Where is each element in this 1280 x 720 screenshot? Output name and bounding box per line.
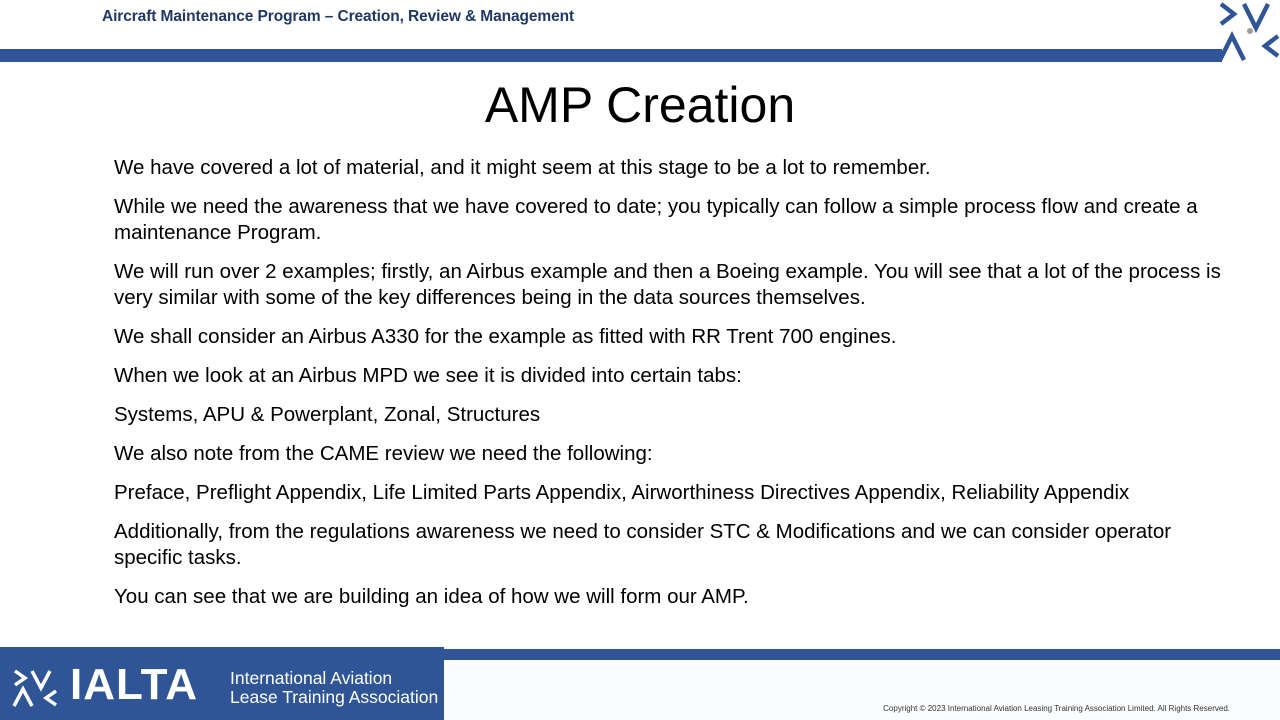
ialta-mark-icon — [1218, 0, 1280, 62]
header-title: Aircraft Maintenance Program – Creation, Review & Management — [102, 8, 575, 25]
body-paragraph: We have covered a lot of material, and it might seem at this stage to be a lot to remember. — [114, 156, 931, 179]
footer-tagline — [230, 669, 438, 707]
header-bar — [0, 49, 1222, 62]
body-paragraph: Additionally, from the regulations awareness we need to consider STC & Modifications and we can consider operator specific tasks. — [114, 520, 1172, 569]
body-paragraph: When we look at an Airbus MPD we see it is divided into certain tabs: — [114, 364, 742, 387]
body-paragraph: Systems, APU & Powerplant, Zonal, Structures — [114, 403, 541, 426]
footer-tagline-line: International Aviation — [230, 668, 393, 688]
body-paragraph: We also note from the CAME review we need the following: — [114, 442, 653, 465]
footer-brand-name: IALTA — [70, 660, 198, 709]
slide-title: AMP Creation — [484, 77, 796, 133]
footer-bar — [444, 649, 1280, 660]
copyright-notice: Copyright © 2023 International Aviation Leasing Training Association Limited. All Rights Reserved. — [883, 704, 1230, 713]
body-paragraph: We will run over 2 examples; firstly, an Airbus example and then a Boeing example. You will see that a lot of the process is very similar with some of the key differences being in the data sources themselves. — [114, 260, 1221, 309]
body-paragraph: While we need the awareness that we have covered to date; you typically can follow a simple process flow and create a maintenance Program. — [114, 195, 1198, 244]
slide-body — [114, 155, 1224, 623]
ialta-footer-mark-icon — [12, 668, 58, 708]
body-paragraph: We shall consider an Airbus A330 for the example as fitted with RR Trent 700 engines. — [114, 325, 897, 348]
footer-tagline-line: Lease Training Association — [230, 687, 439, 707]
body-paragraph: You can see that we are building an idea of how we will form our AMP. — [114, 585, 749, 608]
body-paragraph: Preface, Preflight Appendix, Life Limited Parts Appendix, Airworthiness Directives Appendix, Reliability Appendix — [114, 481, 1130, 504]
